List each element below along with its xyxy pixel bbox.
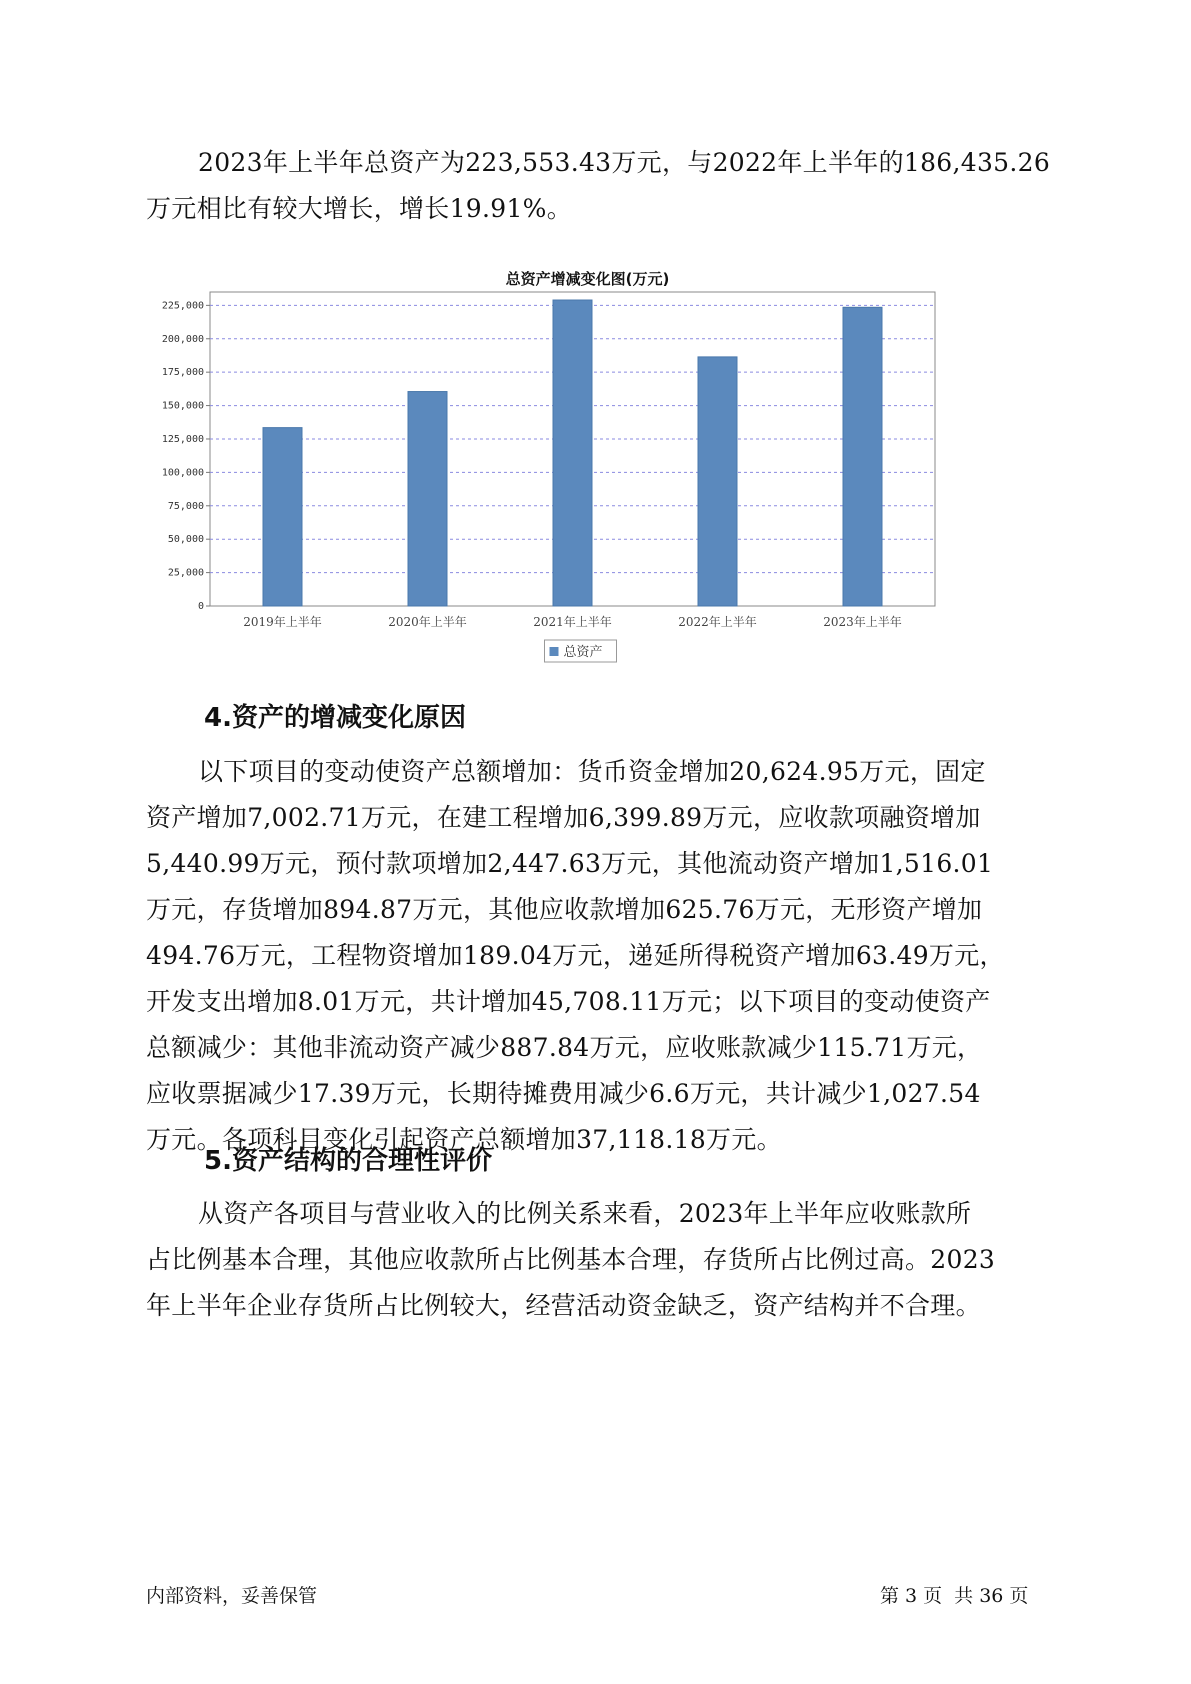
bar	[553, 300, 592, 606]
legend-swatch	[550, 647, 559, 656]
section4-line: 资产增加7,002.71万元，在建工程增加6,399.89万元，应收款项融资增加	[146, 803, 981, 832]
section4-line: 总额减少：其他非流动资产减少887.84万元，应收账款减少115.71万元，	[146, 1033, 983, 1062]
bar	[843, 307, 882, 606]
page-unit: 页	[923, 1585, 943, 1607]
section4-line: 开发支出增加8.01万元，共计增加45,708.11万元；以下项目的变动使资产	[146, 987, 991, 1016]
x-tick-label: 2020年上半年	[388, 615, 467, 629]
section4-line: 应收票据减少17.39万元，长期待摊费用减少6.6万元，共计减少1,027.54	[146, 1079, 981, 1108]
bar	[263, 428, 302, 606]
y-tick-label: 75,000	[167, 500, 204, 512]
section4-line: 万元。各项科目变化引起资产总额增加37,118.18万元。	[146, 1125, 782, 1154]
y-tick-label: 175,000	[161, 367, 204, 379]
x-tick-label: 2019年上半年	[243, 615, 322, 629]
section4-line: 494.76万元，工程物资增加189.04万元，递延所得税资产增加63.49万元，	[146, 941, 1005, 970]
chart-canvas	[160, 286, 1015, 706]
total-assets-chart	[160, 262, 1015, 722]
page-number: 3	[905, 1585, 918, 1607]
section5-line: 年上半年企业存货所占比例较大，经营活动资金缺乏，资产结构并不合理。	[146, 1291, 981, 1320]
footer-page-info	[880, 1582, 1034, 1610]
section5-heading: 5.资产结构的合理性评价	[204, 1146, 492, 1176]
section4-line: 以下项目的变动使资产总额增加：货币资金增加20,624.95万元，固定	[198, 757, 986, 786]
section4-heading: 4.资产的增减变化原因	[204, 703, 466, 733]
section4-line: 万元，存货增加894.87万元，其他应收款增加625.76万元，无形资产增加	[146, 895, 983, 924]
x-tick-label: 2021年上半年	[533, 615, 612, 629]
section5-line: 从资产各项目与营业收入的比例关系来看，2023年上半年应收账款所	[198, 1199, 972, 1228]
x-tick-label: 2023年上半年	[823, 615, 902, 629]
section5-paragraph	[146, 1191, 1066, 1329]
y-tick-label: 50,000	[167, 534, 204, 546]
total-pages: 36	[979, 1585, 1004, 1607]
page-prefix: 第	[880, 1585, 900, 1607]
bar	[698, 357, 737, 606]
section5-line: 占比例基本合理，其他应收款所占比例基本合理，存货所占比例过高。2023	[146, 1245, 996, 1274]
y-tick-label: 200,000	[161, 333, 204, 345]
section4-line: 5,440.99万元，预付款项增加2,447.63万元，其他流动资产增加1,516.01	[146, 849, 994, 878]
y-tick-label: 0	[197, 601, 204, 612]
y-tick-label: 150,000	[161, 400, 204, 412]
legend-label: 总资产	[563, 645, 603, 660]
intro-line: 2023年上半年总资产为223,553.43万元，与2022年上半年的186,435.26	[198, 148, 1051, 177]
y-tick-label: 100,000	[161, 467, 204, 479]
bar	[408, 392, 447, 606]
x-tick-label: 2022年上半年	[678, 615, 757, 629]
intro-line: 万元相比有较大增长，增长19.91%。	[146, 194, 573, 223]
y-tick-label: 125,000	[161, 433, 204, 445]
footer-confidential-note: 内部资料，妥善保管	[146, 1585, 318, 1607]
chart-title: 总资产增减变化图(万元)	[505, 270, 670, 288]
section4-paragraph	[146, 749, 1066, 1163]
intro-paragraph	[146, 140, 1066, 232]
y-tick-label: 225,000	[161, 300, 204, 312]
y-tick-label: 25,000	[167, 567, 204, 579]
total-prefix: 共	[954, 1585, 974, 1607]
total-unit: 页	[1009, 1585, 1029, 1607]
